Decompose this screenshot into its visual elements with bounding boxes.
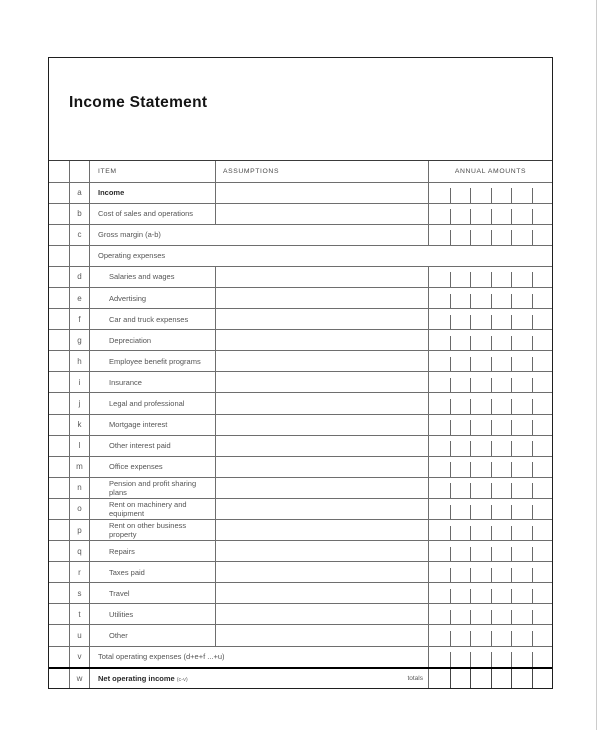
row-margin-cell — [49, 520, 70, 540]
amount-divider-tick — [511, 441, 512, 456]
row-letter: r — [70, 562, 90, 582]
amount-divider-tick — [511, 568, 512, 583]
amount-divider-tick — [450, 294, 451, 309]
amount-divider-tick — [491, 188, 492, 203]
row-item-label: Rent on other business property — [90, 520, 216, 540]
table-row — [49, 540, 552, 561]
amount-divider-tick — [532, 441, 533, 456]
amount-divider-tick — [491, 441, 492, 456]
amount-divider-tick — [491, 505, 492, 520]
amount-divider-tick — [511, 652, 512, 667]
row-margin-cell — [49, 436, 70, 456]
form-title: Income Statement — [69, 94, 208, 111]
assumptions-cell — [216, 604, 429, 624]
amount-divider-tick — [491, 294, 492, 309]
assumptions-cell — [216, 415, 429, 435]
amount-divider-tick — [450, 357, 451, 372]
amount-divider-tick — [450, 188, 451, 203]
annual-amounts-cell — [429, 267, 552, 287]
amount-divider-tick — [470, 631, 471, 646]
annual-amounts-cell — [429, 330, 552, 350]
amount-divider-tick — [491, 209, 492, 224]
amount-divider-tick — [491, 669, 492, 688]
amount-divider-tick — [450, 652, 451, 667]
amount-divider-tick — [532, 462, 533, 477]
amount-divider-tick — [470, 505, 471, 520]
amount-divider-tick — [532, 483, 533, 498]
annual-amounts-cell — [429, 520, 552, 540]
row-letter: i — [70, 372, 90, 392]
row-margin-cell — [49, 225, 70, 245]
row-margin-cell — [49, 499, 70, 519]
amount-divider-tick — [450, 505, 451, 520]
row-item-label: Total operating expenses (d+e+f ...+u) — [90, 647, 429, 667]
amount-divider-tick — [532, 188, 533, 203]
amount-divider-tick — [491, 589, 492, 604]
table-row — [49, 224, 552, 245]
row-margin-cell — [49, 183, 70, 203]
assumptions-cell — [216, 288, 429, 308]
annual-amounts-cell — [429, 288, 552, 308]
header-margin-cell — [49, 161, 70, 182]
row-letter: c — [70, 225, 90, 245]
amount-divider-tick — [450, 209, 451, 224]
amount-divider-tick — [470, 420, 471, 435]
amount-divider-tick — [532, 399, 533, 414]
table-row — [49, 603, 552, 624]
annual-amounts-cell — [429, 669, 552, 688]
row-item-label: Income — [90, 183, 216, 203]
annual-amounts-cell — [429, 351, 552, 371]
row-item-label: Advertising — [90, 288, 216, 308]
amount-divider-tick — [532, 505, 533, 520]
assumptions-cell — [216, 478, 429, 498]
title-section — [49, 58, 552, 161]
amount-divider-tick — [511, 483, 512, 498]
amount-divider-tick — [511, 272, 512, 287]
amount-divider-tick — [532, 209, 533, 224]
amount-divider-tick — [450, 230, 451, 245]
amount-divider-tick — [470, 336, 471, 351]
row-letter: b — [70, 204, 90, 224]
assumptions-cell — [216, 541, 429, 561]
row-margin-cell — [49, 288, 70, 308]
amount-divider-tick — [491, 610, 492, 625]
amount-divider-tick — [470, 230, 471, 245]
header-letter-cell — [70, 161, 90, 182]
row-margin-cell — [49, 457, 70, 477]
table-row — [49, 266, 552, 287]
amount-divider-tick — [470, 315, 471, 330]
income-statement-form — [48, 57, 553, 689]
annual-amounts-cell — [429, 372, 552, 392]
amount-divider-tick — [450, 610, 451, 625]
row-letter: k — [70, 415, 90, 435]
amount-divider-tick — [511, 209, 512, 224]
annual-amounts-cell — [429, 499, 552, 519]
assumptions-cell — [216, 351, 429, 371]
row-item-label: Pension and profit sharing plans — [90, 478, 216, 498]
amount-divider-tick — [450, 378, 451, 393]
annual-amounts-cell — [429, 625, 552, 645]
annual-amounts-cell — [429, 562, 552, 582]
table-row — [49, 667, 552, 688]
amount-divider-tick — [470, 610, 471, 625]
table-row — [49, 329, 552, 350]
table-body — [49, 182, 552, 688]
table-row — [49, 287, 552, 308]
row-margin-cell — [49, 372, 70, 392]
amount-divider-tick — [532, 652, 533, 667]
table-row — [49, 477, 552, 498]
assumptions-cell — [216, 457, 429, 477]
row-margin-cell — [49, 541, 70, 561]
row-item-label: Gross margin (a-b) — [90, 225, 429, 245]
amount-divider-tick — [511, 230, 512, 245]
row-item-label: Office expenses — [90, 457, 216, 477]
amount-divider-tick — [532, 568, 533, 583]
amount-divider-tick — [470, 441, 471, 456]
row-letter: p — [70, 520, 90, 540]
row-margin-cell — [49, 625, 70, 645]
row-margin-cell — [49, 246, 70, 266]
row-item-label: Rent on machinery and equipment — [90, 499, 216, 519]
annual-amounts-cell — [429, 604, 552, 624]
amount-divider-tick — [511, 526, 512, 541]
row-margin-cell — [49, 604, 70, 624]
annual-amounts-cell — [429, 225, 552, 245]
row-letter: n — [70, 478, 90, 498]
amount-divider-tick — [470, 357, 471, 372]
assumptions-cell — [216, 393, 429, 413]
row-margin-cell — [49, 204, 70, 224]
row-letter: h — [70, 351, 90, 371]
row-item-label: Employee benefit programs — [90, 351, 216, 371]
row-item-label: Utilities — [90, 604, 216, 624]
amount-divider-tick — [470, 568, 471, 583]
table-row — [49, 414, 552, 435]
row-item-label: Legal and professional — [90, 393, 216, 413]
amount-divider-tick — [470, 378, 471, 393]
totals-label: totals — [407, 674, 423, 682]
amount-divider-tick — [491, 399, 492, 414]
row-letter: d — [70, 267, 90, 287]
annual-amounts-cell — [429, 183, 552, 203]
assumptions-cell — [216, 436, 429, 456]
row-margin-cell — [49, 267, 70, 287]
net-income-label: Net operating income (c-v) — [98, 673, 188, 683]
row-margin-cell — [49, 562, 70, 582]
row-letter: j — [70, 393, 90, 413]
annual-amounts-cell — [429, 204, 552, 224]
row-item-label: Operating expenses — [98, 251, 166, 261]
assumptions-cell — [216, 372, 429, 392]
amount-divider-tick — [532, 420, 533, 435]
row-margin-cell — [49, 415, 70, 435]
table-row — [49, 371, 552, 392]
amount-divider-tick — [532, 272, 533, 287]
row-letter: o — [70, 499, 90, 519]
row-margin-cell — [49, 669, 70, 688]
row-item-label: Taxes paid — [90, 562, 216, 582]
row-letter: l — [70, 436, 90, 456]
amount-divider-tick — [491, 526, 492, 541]
annual-amounts-cell — [429, 415, 552, 435]
assumptions-cell — [216, 183, 429, 203]
table-row — [49, 203, 552, 224]
assumptions-cell — [216, 583, 429, 603]
row-item-label: Depreciation — [90, 330, 216, 350]
amount-divider-tick — [511, 315, 512, 330]
annual-amounts-cell — [429, 309, 552, 329]
amount-divider-tick — [470, 589, 471, 604]
amount-divider-tick — [450, 669, 451, 688]
amount-divider-tick — [450, 272, 451, 287]
amount-divider-tick — [491, 631, 492, 646]
assumptions-cell — [216, 267, 429, 287]
amount-divider-tick — [511, 420, 512, 435]
row-item-label: Cost of sales and operations — [90, 204, 216, 224]
amount-divider-tick — [491, 357, 492, 372]
amount-divider-tick — [450, 315, 451, 330]
amount-divider-tick — [470, 272, 471, 287]
amount-divider-tick — [511, 462, 512, 477]
amount-divider-tick — [511, 631, 512, 646]
amount-divider-tick — [511, 294, 512, 309]
row-margin-cell — [49, 478, 70, 498]
row-letter: a — [70, 183, 90, 203]
row-margin-cell — [49, 309, 70, 329]
row-letter: t — [70, 604, 90, 624]
row-item-label: Travel — [90, 583, 216, 603]
table-row — [49, 582, 552, 603]
row-margin-cell — [49, 330, 70, 350]
amount-divider-tick — [450, 462, 451, 477]
row-letter: m — [70, 457, 90, 477]
row-letter: e — [70, 288, 90, 308]
amount-divider-tick — [511, 505, 512, 520]
row-margin-cell — [49, 393, 70, 413]
amount-divider-tick — [491, 568, 492, 583]
annual-amounts-cell — [429, 393, 552, 413]
header-assumptions: ASSUMPTIONS — [216, 161, 429, 182]
row-margin-cell — [49, 351, 70, 371]
amount-divider-tick — [532, 336, 533, 351]
row-letter: q — [70, 541, 90, 561]
table-row — [49, 498, 552, 519]
amount-divider-tick — [491, 547, 492, 562]
row-item-label — [90, 669, 429, 688]
table-row — [49, 519, 552, 540]
amount-divider-tick — [532, 378, 533, 393]
amount-divider-tick — [450, 568, 451, 583]
amount-divider-tick — [511, 547, 512, 562]
page-edge-line — [596, 0, 597, 730]
amount-divider-tick — [450, 589, 451, 604]
row-letter: s — [70, 583, 90, 603]
row-item-label: Other interest paid — [90, 436, 216, 456]
table-row — [49, 561, 552, 582]
amount-divider-tick — [491, 483, 492, 498]
annual-amounts-cell — [429, 647, 552, 667]
amount-divider-tick — [450, 631, 451, 646]
row-item-label: Repairs — [90, 541, 216, 561]
amount-divider-tick — [450, 420, 451, 435]
assumptions-cell — [216, 309, 429, 329]
row-item-label: Salaries and wages — [90, 267, 216, 287]
amount-divider-tick — [511, 610, 512, 625]
assumptions-cell — [216, 499, 429, 519]
table-header-row — [49, 161, 552, 182]
amount-divider-tick — [491, 336, 492, 351]
header-annual-amounts: ANNUAL AMOUNTS — [454, 167, 527, 175]
amount-divider-tick — [470, 399, 471, 414]
table-row — [49, 245, 552, 266]
amount-divider-tick — [511, 399, 512, 414]
table-row — [49, 308, 552, 329]
amount-divider-tick — [532, 589, 533, 604]
amount-divider-tick — [450, 483, 451, 498]
row-margin-cell — [49, 647, 70, 667]
row-margin-cell — [49, 583, 70, 603]
amount-divider-tick — [511, 589, 512, 604]
amount-divider-tick — [532, 631, 533, 646]
row-letter: f — [70, 309, 90, 329]
amount-divider-tick — [491, 420, 492, 435]
amount-divider-tick — [450, 526, 451, 541]
row-item-label: Insurance — [90, 372, 216, 392]
annual-amounts-cell — [429, 457, 552, 477]
row-item-label: Other — [90, 625, 216, 645]
amount-divider-tick — [470, 209, 471, 224]
assumptions-cell — [216, 520, 429, 540]
table-row — [49, 350, 552, 371]
row-item-label: Mortgage interest — [90, 415, 216, 435]
row-letter: u — [70, 625, 90, 645]
amount-divider-tick — [511, 336, 512, 351]
table-row — [49, 456, 552, 477]
amount-divider-tick — [491, 230, 492, 245]
annual-amounts-cell — [429, 583, 552, 603]
amount-divider-tick — [532, 547, 533, 562]
amount-divider-tick — [470, 188, 471, 203]
row-letter — [70, 246, 90, 266]
assumptions-cell — [216, 625, 429, 645]
table-row — [49, 435, 552, 456]
amount-divider-tick — [491, 378, 492, 393]
amount-divider-tick — [532, 357, 533, 372]
amount-divider-tick — [532, 230, 533, 245]
row-letter: w — [70, 669, 90, 688]
assumptions-cell — [216, 204, 429, 224]
amount-divider-tick — [450, 441, 451, 456]
amount-divider-tick — [491, 462, 492, 477]
table-row — [49, 392, 552, 413]
amount-divider-tick — [491, 315, 492, 330]
assumptions-cell — [216, 330, 429, 350]
row-letter: v — [70, 647, 90, 667]
amount-divider-tick — [491, 272, 492, 287]
amount-divider-tick — [470, 669, 471, 688]
amount-divider-tick — [532, 294, 533, 309]
amount-divider-tick — [532, 315, 533, 330]
amount-divider-tick — [511, 669, 512, 688]
amount-divider-tick — [470, 483, 471, 498]
row-item-label: Car and truck expenses — [90, 309, 216, 329]
amount-divider-tick — [532, 610, 533, 625]
amount-divider-tick — [470, 526, 471, 541]
amount-divider-tick — [511, 378, 512, 393]
row-letter: g — [70, 330, 90, 350]
amount-divider-tick — [450, 547, 451, 562]
table-row — [49, 646, 552, 667]
header-item: ITEM — [90, 161, 216, 182]
amount-divider-tick — [470, 652, 471, 667]
amount-divider-tick — [450, 336, 451, 351]
amount-divider-tick — [470, 462, 471, 477]
table-row — [49, 624, 552, 645]
annual-amounts-cell — [429, 541, 552, 561]
annual-amounts-cell — [429, 436, 552, 456]
amount-divider-tick — [532, 526, 533, 541]
amount-divider-tick — [470, 294, 471, 309]
amount-divider-tick — [470, 547, 471, 562]
formula-suffix: (c-v) — [176, 676, 188, 683]
amount-divider-tick — [511, 357, 512, 372]
amount-divider-tick — [511, 188, 512, 203]
amount-divider-tick — [532, 669, 533, 688]
table-row — [49, 182, 552, 203]
assumptions-cell — [216, 562, 429, 582]
annual-amounts-cell — [429, 478, 552, 498]
amount-divider-tick — [491, 652, 492, 667]
amount-divider-tick — [450, 399, 451, 414]
